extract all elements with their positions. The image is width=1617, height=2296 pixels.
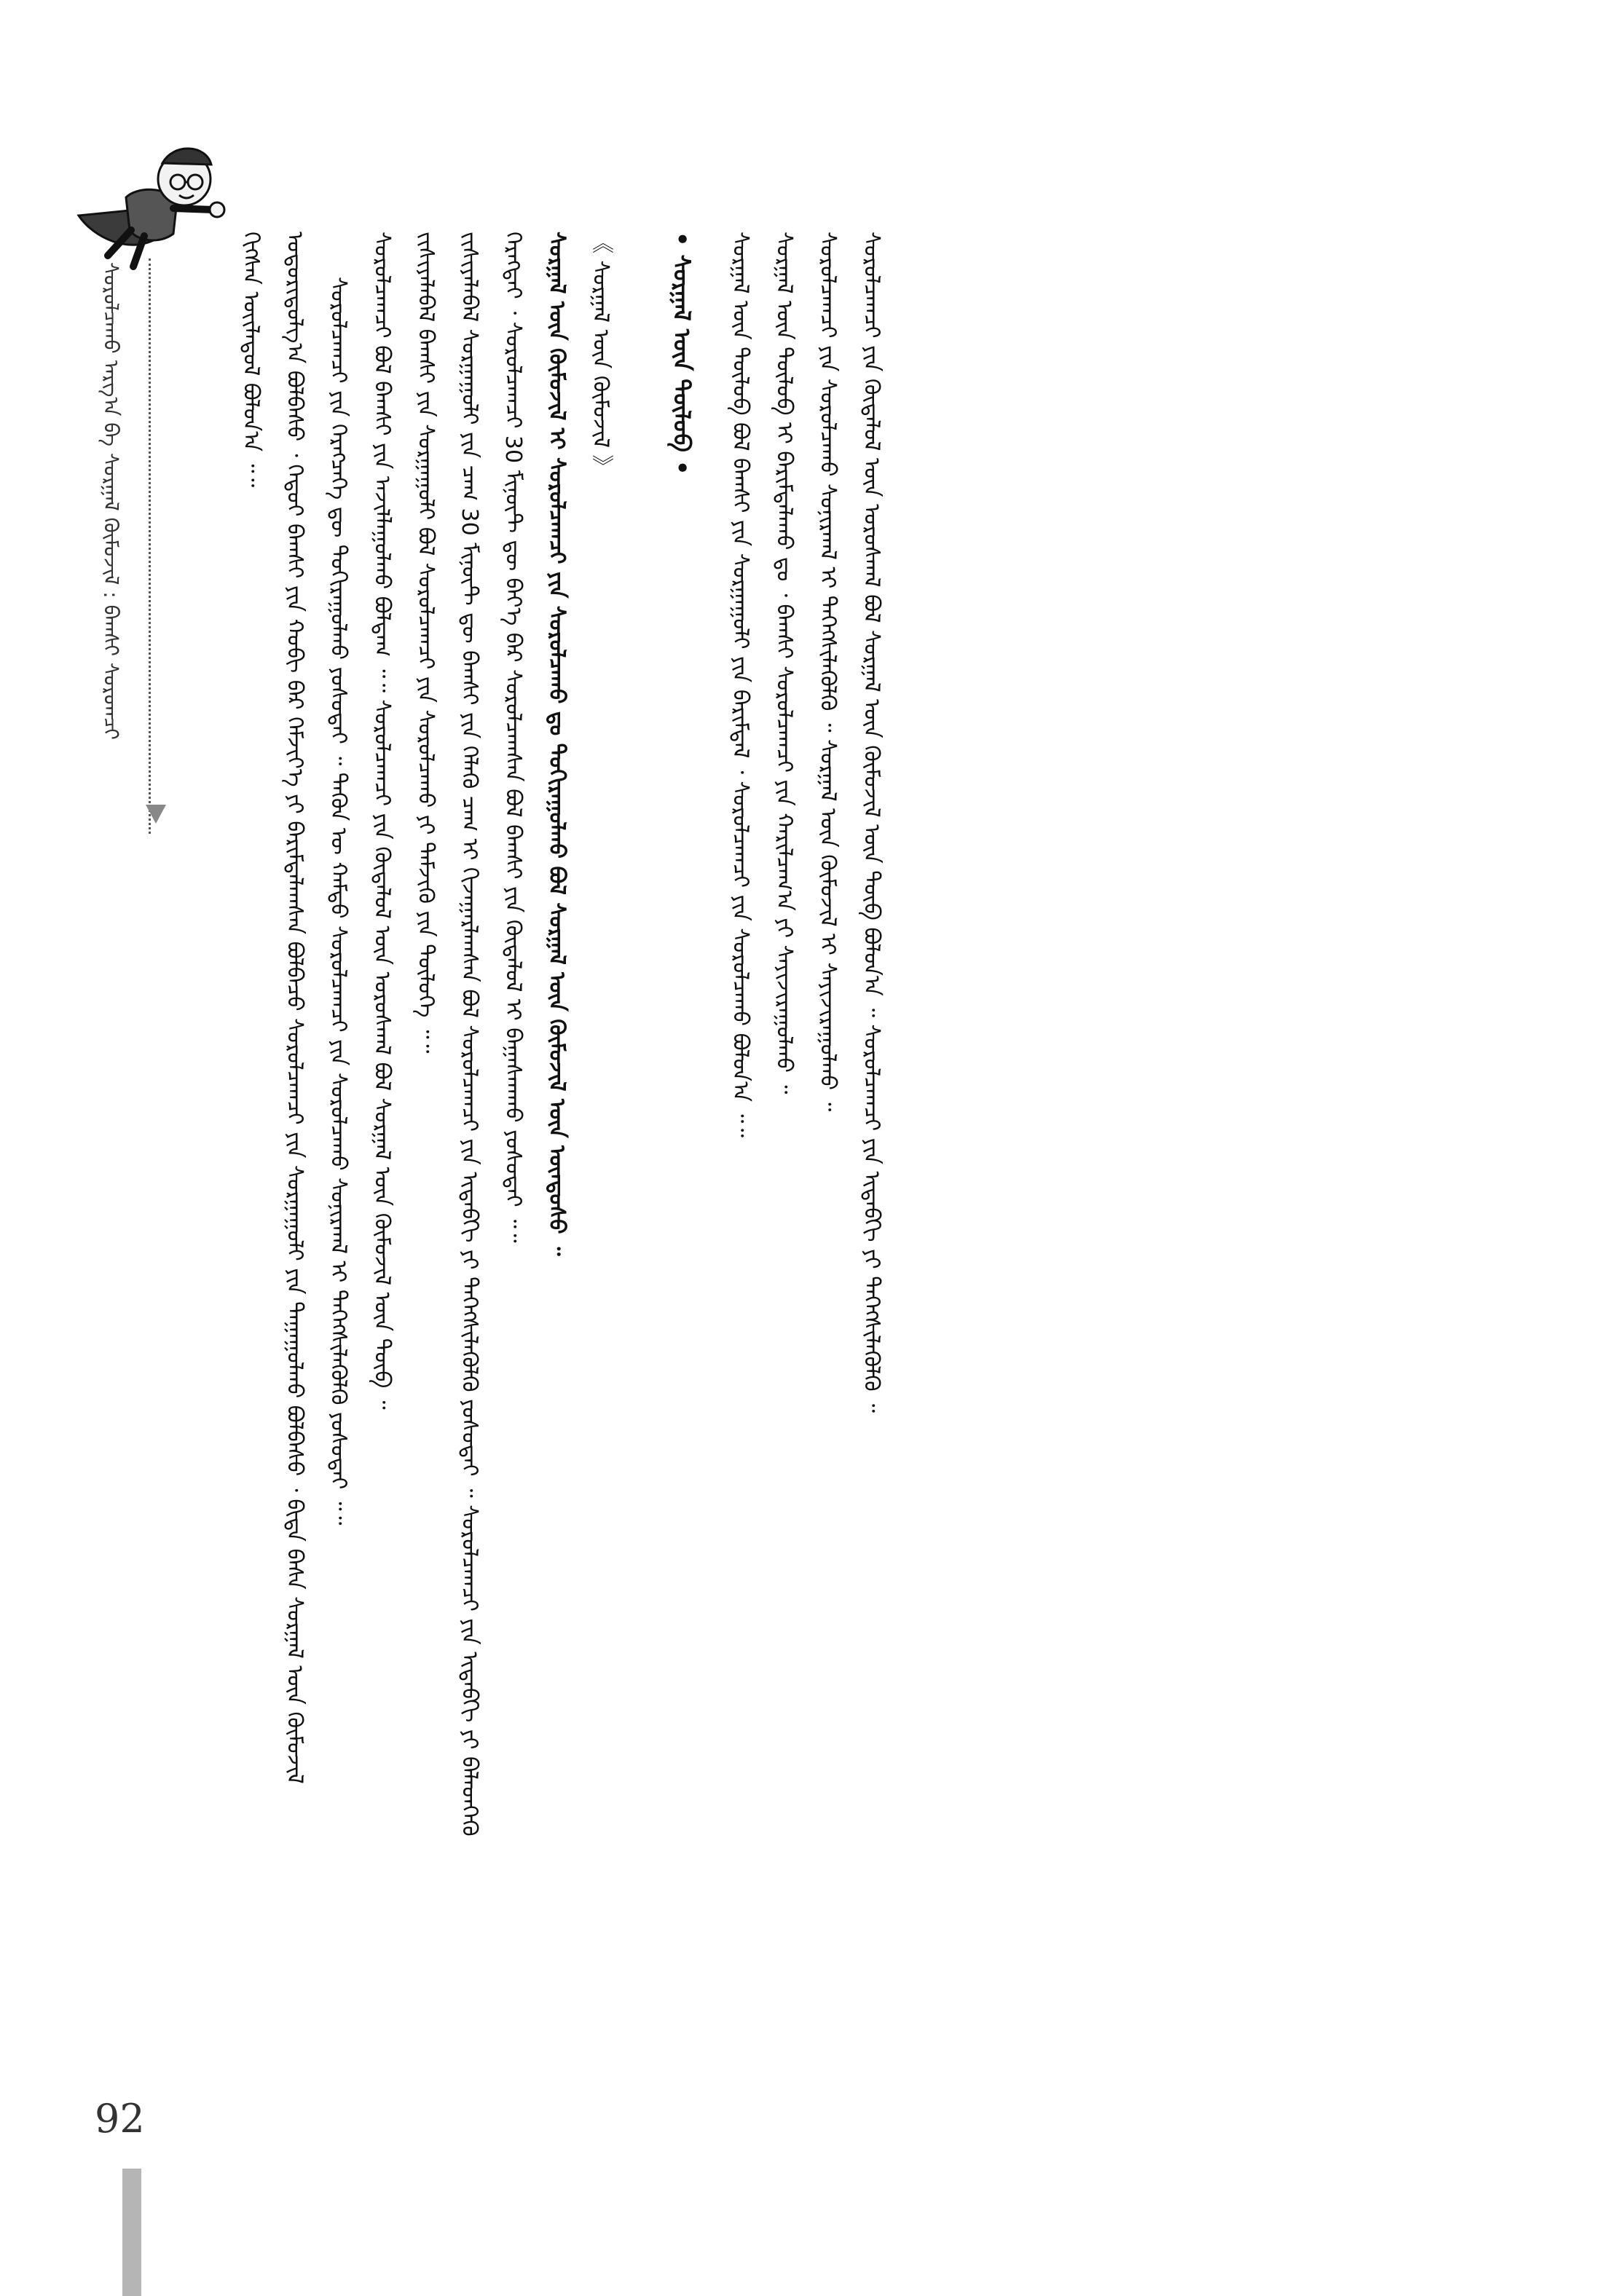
paragraph2-line3: ᠰᠤᠷᠭᠠᠯ ᠦᠨ ᠬᠦᠮᠦᠵᠢᠯ ᠢ ᠰᠤᠷᠤᠯᠴᠠᠭᠴᠢ ᠶᠢᠨ ᠰᠤᠷᠤᠯᠴᠠᠬᠤ ᠳᠤ ᠲᠣᠬᠢᠷᠠᠭᠤᠯᠬᠤ ᠪᠣᠯ ᠰᠤᠷᠭᠠᠯ ᠦᠨ ᠬᠦᠮᠦᠵᠢᠯ ᠦᠨ ᠦᠨᠳᠦᠰᠦ ᠃ <box>544 232 570 1256</box>
triangle-marker-icon <box>146 805 166 824</box>
page-number: 92 <box>95 2096 145 2142</box>
running-head: ᠰᠤᠷᠤᠯᠴᠠᠬᠤ ᠠᠷᠭ᠎ᠠ ᠪᠠ ᠰᠤᠷᠭᠠᠯ ᠬᠦᠮᠦᠵᠢᠯ : ᠪᠠᠭᠰᠢ ᠰᠤᠷᠤᠭᠴᠢ <box>99 262 123 740</box>
paragraph1-line2: ᠤᠳᠤᠷᠢᠳᠤᠯᠭ᠎ᠠ ᠪᠣᠯᠪᠠᠰᠤ ᠂ ᠬᠡᠳᠦᠢ ᠪᠠᠭᠰᠢ ᠶᠢᠨ ᠬᠤᠪᠢ ᠪᠡᠷ ᠬᠡᠮᠵᠢᠶ᠎ᠡ ᠶᠢ ᠪᠠᠷᠢᠮᠳᠠᠯᠠᠭᠰᠠᠨ ᠪᠣᠯᠪᠠᠴᠤ ᠰᠤᠷᠤᠯᠴᠠᠭᠴᠢ ᠶᠢᠨ ᠰᠤᠷᠭᠠᠭᠤᠯᠢ ᠶᠢᠨ ᠳᠠᠭᠠᠭᠤᠯᠬᠤ ᠪᠣᠯᠪᠠᠰᠤ ᠂ ᠪᠢᠳᠡ ᠪᠠᠰᠠ ᠰᠤᠷᠭᠠᠯ ᠦᠨ ᠬᠦᠮᠦᠵᠢᠯ <box>282 232 307 1784</box>
paragraph1-line5: ᠵᠢᠱᠢᠶᠡᠯᠡᠪᠡᠯ ᠪᠠᠭᠰᠢ ᠶᠢᠨ ᠰᠤᠷᠭᠠᠭᠤᠯᠢ ᠪᠣᠯ ᠰᠤᠷᠤᠯᠴᠠᠭᠴᠢ ᠶᠢᠨ ᠰᠤᠷᠤᠯᠴᠠᠬᠤ ᠶᠢ ᠳᠡᠮᠵᠢᠬᠦ ᠶᠢᠨ ᠲᠥᠯᠦᠭᠡ ᠃᠃ <box>413 232 438 1054</box>
header-dotted-rule <box>149 259 151 834</box>
paragraph1-line4: ᠰᠤᠷᠤᠯᠴᠠᠭᠴᠢ ᠪᠣᠯ ᠪᠠᠭᠰᠢ ᠶᠢᠨ ᠠᠵᠢᠯᠯᠠᠭᠤᠯᠬᠤ ᠪᠣᠯᠳᠠᠭ ᠃᠃ ᠰᠤᠷᠤᠯᠴᠠᠭᠴᠢ ᠶᠢᠨ ᠬᠦᠳᠡᠯᠦᠯ ᠦᠨ ᠤᠷᠤᠰᠬᠠᠯ ᠪᠣᠯ ᠰᠤᠷᠭᠠᠯ ᠦᠨ ᠬᠦᠮᠦᠵᠢᠯ ᠦᠨ ᠲᠥᠪ ᠃ <box>369 232 395 1410</box>
paragraph2-line1: ᠵᠢᠱᠢᠶᠡᠯᠡᠪᠡᠯ ᠰᠤᠷᠭᠠᠭᠤᠯᠢ ᠶᠢᠨ ᠴᠠᠭ 30 ᠮᠢᠨᠦ᠋ᠲ ᠳᠦ ᠪᠠᠭᠰᠢ ᠶᠢᠨ ᠬᠡᠯᠡᠬᠦ ᠴᠠᠭ ᠢ ᠬᠢᠵᠠᠭᠠᠷᠯᠠᠭᠰᠠᠨ ᠪᠣᠯ ᠰᠤᠷᠤᠯᠴᠠᠭᠴᠢ ᠶᠢᠨ ᠢᠳᠡᠪᠬᠢ ᠶᠢ ᠳᠡᠭᠡᠭᠰᠢᠯᠡᠭᠦᠯᠬᠦ ᠶᠣᠰᠣᠲᠠᠢ ᠃ ᠰᠤᠷᠤᠯᠴᠠᠭᠴᠢ ᠶᠢᠨ ᠢᠳᠡᠪᠬᠢ ᠶᠢ ᠪᠡᠯᠡᠳᠬᠡᠬᠦ <box>457 232 482 1837</box>
paragraph3-line4: ᠰᠤᠷᠤᠯᠴᠠᠭᠴᠢ ᠶᠢᠨ ᠬᠦᠳᠡᠯᠦᠯ ᠦᠨ ᠤᠷᠤᠰᠬᠠᠯ ᠪᠣᠯ ᠰᠤᠷᠭᠠᠯ ᠦᠨ ᠬᠦᠮᠦᠵᠢᠯ ᠦᠨ ᠲᠥᠪ ᠪᠣᠯᠤᠨ᠎ᠠ ᠃ ᠰᠤᠷᠤᠯᠴᠠᠭᠴᠢ ᠶᠢᠨ ᠢᠳᠡᠪᠬᠢ ᠶᠢ ᠳᠡᠭᠡᠭᠰᠢᠯᠡᠭᠦᠯᠬᠦ ᠃ <box>859 232 884 1413</box>
quote-source: 《 ᠰᠤᠷᠭᠠᠯ ᠦᠨ ᠬᠦᠮᠦᠵᠢᠯ 》 <box>588 232 613 477</box>
paragraph1-line3: ᠰᠤᠷᠤᠯᠴᠠᠭᠴᠢ ᠶᠢᠨ ᠬᠡᠷᠡᠭᠴᠡᠭᠡ ᠳᠦ ᠲᠣᠬᠢᠷᠠᠭᠤᠯᠬᠤ ᠶᠣᠰᠣᠲᠠᠢ ᠃ ᠲᠡᠭᠦᠨ ᠦ ᠬᠠᠮᠲᠤ ᠰᠤᠷᠤᠯᠴᠠᠭᠴᠢ ᠶᠢᠨ ᠰᠤᠷᠤᠯᠴᠠᠬᠤ ᠰᠣᠨᠢᠷᠬᠠᠯ ᠢ ᠳᠡᠭᠡᠭᠰᠢᠯᠡᠭᠦᠯᠬᠦ ᠶᠣᠰᠣᠲᠠᠢ ᠃᠃ <box>326 277 351 1526</box>
flying-student-illustration <box>64 128 232 281</box>
thumb-index-tab <box>122 2169 141 2296</box>
paragraph3-line1: ᠰᠤᠷᠭᠠᠯ ᠦᠨ ᠲᠥᠯᠦᠪ ᠪᠣᠯ ᠪᠠᠭᠰᠢ ᠶᠢᠨ ᠰᠤᠷᠭᠠᠭᠤᠯᠢ ᠶᠢᠨ ᠪᠠᠷᠢᠮᠳᠠᠯ ᠂ ᠰᠤᠷᠤᠯᠴᠠᠭᠴᠢ ᠶᠢᠨ ᠰᠤᠷᠤᠯᠴᠠᠬᠤ ᠪᠣᠯᠤᠨ᠎ᠠ ᠃᠃ <box>728 232 753 1137</box>
section-title: • ᠰᠤᠷᠭᠠᠯ ᠦᠨ ᠲᠥᠯᠦᠪ • <box>668 232 696 476</box>
paragraph2-line2: ᠬᠡᠷᠡᠭᠲᠡᠢ ᠂ ᠰᠤᠷᠤᠯᠴᠠᠭᠴᠢ 30 ᠮᠢᠨᠦ᠋ᠲ ᠳᠦ ᠪᠡᠶ᠎ᠡ ᠪᠡᠷ ᠰᠤᠷᠤᠯᠴᠠᠭᠰᠠᠨ ᠪᠣᠯ ᠪᠠᠭᠰᠢ ᠶᠢᠨ ᠬᠦᠳᠡᠯᠦᠯ ᠢ ᠪᠠᠭᠠᠰᠬᠠᠬᠤ ᠶᠣᠰᠣᠲᠠᠢ ᠃᠃ <box>500 232 526 1243</box>
paragraph3-line3: ᠰᠤᠷᠤᠯᠴᠠᠭᠴᠢ ᠶᠢᠨ ᠰᠤᠷᠤᠯᠴᠠᠬᠤ ᠰᠣᠨᠢᠷᠬᠠᠯ ᠢ ᠳᠡᠭᠡᠭᠰᠢᠯᠡᠭᠦᠯᠬᠦ ᠃ ᠰᠤᠷᠭᠠᠯ ᠦᠨ ᠬᠦᠮᠦᠵᠢᠯ ᠢ ᠰᠠᠶᠢᠵᠢᠷᠠᠭᠤᠯᠬᠤ ᠃ <box>815 232 841 1112</box>
paragraph3-line2: ᠰᠤᠷᠭᠠᠯ ᠦᠨ ᠲᠥᠯᠦᠪ ᠢ ᠪᠠᠷᠢᠮᠳᠠᠯᠠᠬᠤ ᠳᠤ ᠂ ᠪᠠᠭᠰᠢ ᠰᠤᠷᠤᠯᠴᠠᠭᠴᠢ ᠶᠢᠨ ᠬᠠᠷᠢᠯᠴᠠᠭ᠎ᠠ ᠶᠢ ᠰᠠᠶᠢᠵᠢᠷᠠᠭᠤᠯᠬᠤ ᠃ <box>771 232 797 1094</box>
paragraph1-line1: ᠬᠢᠭᠰᠡᠨ ᠦᠢᠯᠡᠳᠦᠯ ᠪᠣᠯᠤᠨ᠎ᠠ ᠃᠃ <box>238 232 264 488</box>
